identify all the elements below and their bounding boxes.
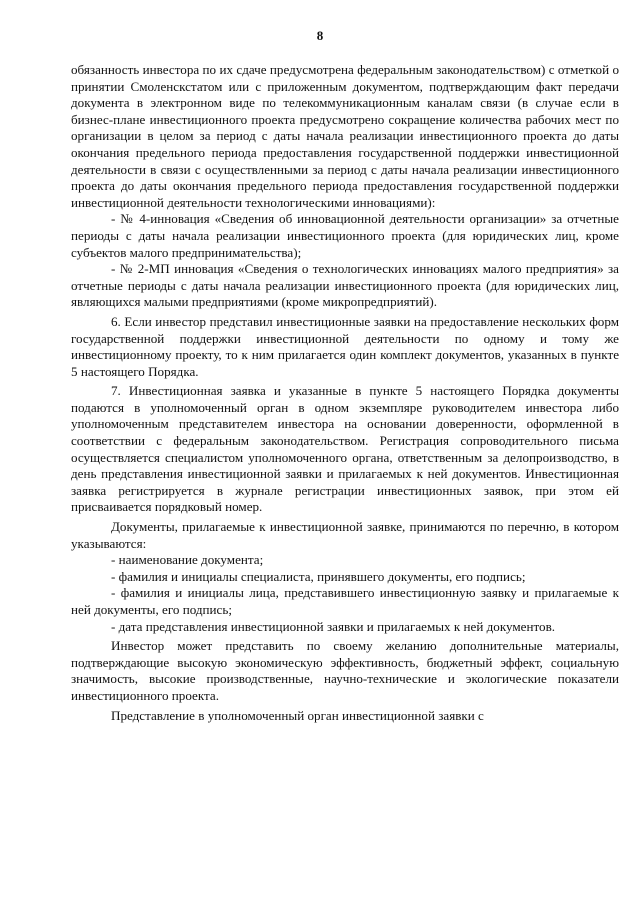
- paragraph-item-7: 7. Инвестиционная заявка и указанные в пункте 5 настоящего Порядка документы подаются в уполномоченный орган в одном экземпляре руководителем инвестора либо уполномоченным представителем инвестора на основании доверенности, оформленной в соответствии с федеральным законодательством. Регистрация сопроводительного письма осуществляется специалистом уполномоченного органа, ответственным за делопроизводство, в день представления инвестиционной заявки и прилагаемых к ней документов. Инвестиционная заявка регистрируется в журнале регистрации инвестиционных заявок, при этом ей присваивается порядковый номер.: [71, 383, 619, 515]
- paragraph-documents-list-intro: Документы, прилагаемые к инвестиционной заявке, принимаются по перечню, в котором указываются:: [71, 519, 619, 551]
- paragraph-continuation: обязанность инвестора по их сдаче предусмотрена федеральным законодательством) с отметкой о принятии Смоленскстатом или с приложенным документом, подтверждающим факт передачи документа в электронном виде по телекоммуникационным каналам связи (в случае если в бизнес-плане инвестиционного проекта предусмотрено сокращение количества рабочих мест по организации в целом за период с даты начала реализации инвестиционного проекта до даты окончания предельного периода предоставления государственной поддержки инвестиционной деятельности в связи с осуществленными за период с даты начала реализации инвестиционного проекта до даты окончания предельного периода предоставления государственной поддержки инвестиционной деятельности технологическими инновациями):: [71, 62, 619, 210]
- paragraph-item-6: 6. Если инвестор представил инвестиционные заявки на предоставление нескольких форм государственной поддержки инвестиционной деятельности по одному и тому же инвестиционному проекту, то к ним прилагается один комплект документов, указанных в пункте 5 настоящего Порядка.: [71, 313, 619, 379]
- paragraph-additional-materials: Инвестор может представить по своему желанию дополнительные материалы, подтверждающие высокую экономическую эффективность, бюджетный эффект, социальную значимость, высокие производственные, научно-технические и экологические показатели инвестиционного проекта.: [71, 638, 619, 703]
- list-item-specialist-name: - фамилия и инициалы специалиста, принявшего документы, его подпись;: [111, 568, 526, 584]
- list-item-submission-date: - дата представления инвестиционной заявки и прилагаемых к ней документов.: [111, 618, 556, 634]
- document-body: [71, 62, 619, 724]
- page-number: 8: [316, 28, 324, 43]
- paragraph-submission-start: Представление в уполномоченный орган инвестиционной заявки с: [111, 707, 484, 723]
- list-item-form-4-innovation: - № 4-инновация «Сведения об инновационной деятельности организации» за отчетные периоды с даты начала реализации инвестиционного проекта (для юридических лиц, кроме субъектов малого предпринимательства);: [71, 211, 619, 260]
- list-item-document-name: - наименование документа;: [111, 552, 264, 568]
- list-item-submitter-name: - фамилия и инициалы лица, представившего инвестиционную заявку и прилагаемые к ней документы, его подпись;: [71, 585, 619, 617]
- list-item-form-2-mp-innovation: - № 2-МП инновация «Сведения о технологических инновациях малого предприятия» за отчетные периоды с даты начала реализации инвестиционного проекта (для юридических лиц, являющихся малыми предприятиями (кроме микропредприятий).: [71, 261, 619, 310]
